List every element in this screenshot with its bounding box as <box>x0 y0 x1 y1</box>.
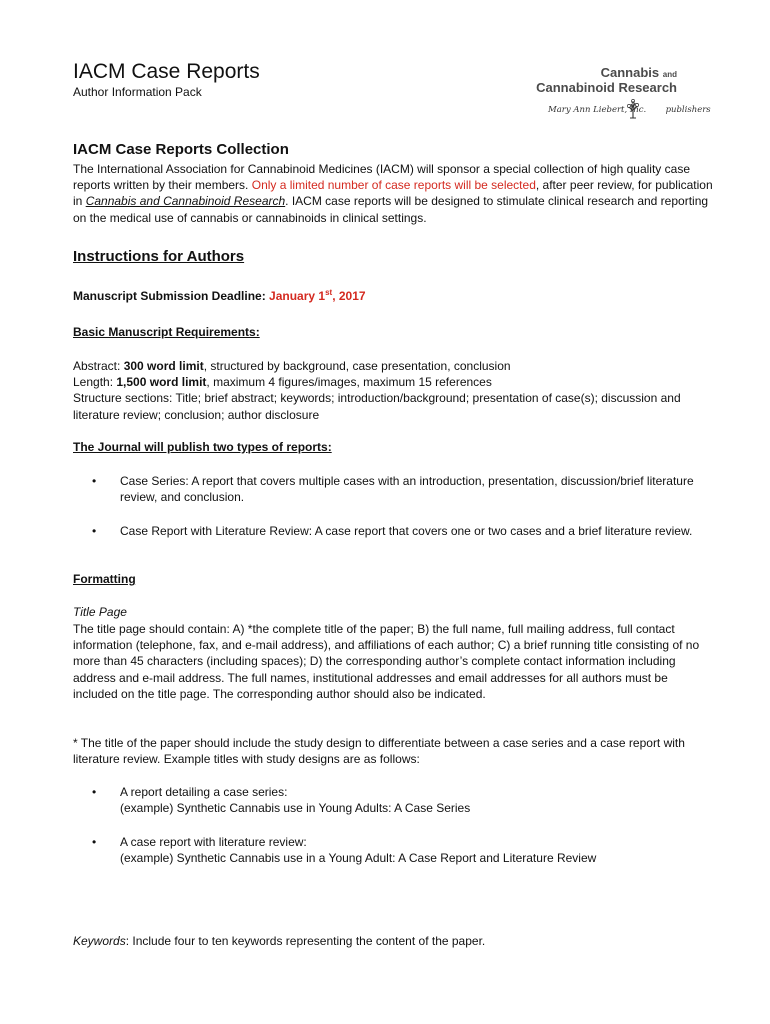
formatting-heading: Formatting <box>73 572 136 586</box>
collection-heading: IACM Case Reports Collection <box>73 141 289 158</box>
bullet-icon: • <box>92 524 97 538</box>
submission-deadline: Manuscript Submission Deadline: January 1st, 2017 <box>73 288 366 303</box>
report-type-case-series: Case Series: A report that covers multiple cases with an introduction, presentation, discussion/brief literature review, and conclusion. <box>120 474 694 505</box>
document-title: IACM Case Reports <box>73 60 260 83</box>
bullet-icon: • <box>92 785 97 799</box>
title-page-paragraph: The title page should contain: A) *the complete title of the paper; B) the full name, full mailing address, full contact information (telephone, fax, and e-mail address), and affiliations of each author; C) a brief running title consisting of no more than 45 characters (including spaces); D) the corresponding author’s complete contact information including address and e-mail address. The full names, institutional addresses and email addresses for all authors must be included on the title page. The corresponding author should also be indicated. <box>73 622 700 701</box>
report-type-case-report: Case Report with Literature Review: A case report that covers one or two cases and a brief literature review. <box>120 524 693 538</box>
example-case-report: A case report with literature review: (example) Synthetic Cannabis use in a Young Adult: A Case Report and Literature Review <box>120 835 597 866</box>
report-types-heading: The Journal will publish two types of reports: <box>73 440 332 454</box>
logo-line-2: Cannabinoid Research <box>536 80 677 95</box>
bullet-icon: • <box>92 835 97 849</box>
example-case-series: A report detailing a case series: (example) Synthetic Cannabis use in Young Adults: A Case Series <box>120 785 471 816</box>
journal-logo <box>520 65 711 125</box>
requirements-block <box>73 358 713 423</box>
keywords-paragraph: Keywords: Include four to ten keywords representing the content of the paper. <box>73 934 486 948</box>
basic-requirements-heading: Basic Manuscript Requirements: <box>73 325 260 339</box>
title-page-label: Title Page <box>73 605 127 619</box>
bullet-icon: • <box>92 474 97 488</box>
instructions-heading: Instructions for Authors <box>73 248 245 265</box>
tree-icon <box>626 99 640 119</box>
document-subtitle: Author Information Pack <box>73 85 202 99</box>
deadline-date: January 1st, 2017 <box>269 288 366 303</box>
title-note-paragraph: * The title of the paper should include the study design to differentiate between a case series and a case report with literature review. Example titles with study designs are as follows: <box>73 736 685 767</box>
logo-publisher: Mary Ann Liebert, Inc. publishers <box>548 105 711 115</box>
journal-name-link: Cannabis and Cannabinoid Research <box>85 194 286 209</box>
structure-requirement: Structure sections: Title; brief abstract; keywords; introduction/background; presentation of case(s); discussion and literature review; conclusion; author disclosure <box>73 391 681 422</box>
length-requirement: Length: 1,500 word limit, maximum 4 figures/images, maximum 15 references <box>73 375 492 390</box>
collection-paragraph: The International Association for Cannabinoid Medicines (IACM) will sponsor a special collection of high quality case reports written by their members. Only a limited number of case reports will be selected, after peer review, for publication in Cannabis and Cannabinoid Research. IACM case reports will be designed to stimulate clinical research and reporting on the medical use of cannabis or cannabinoids in clinical settings. <box>73 162 713 225</box>
logo-line-1: Cannabis and <box>600 65 677 80</box>
abstract-requirement: Abstract: 300 word limit, structured by background, case presentation, conclusion <box>73 359 511 373</box>
